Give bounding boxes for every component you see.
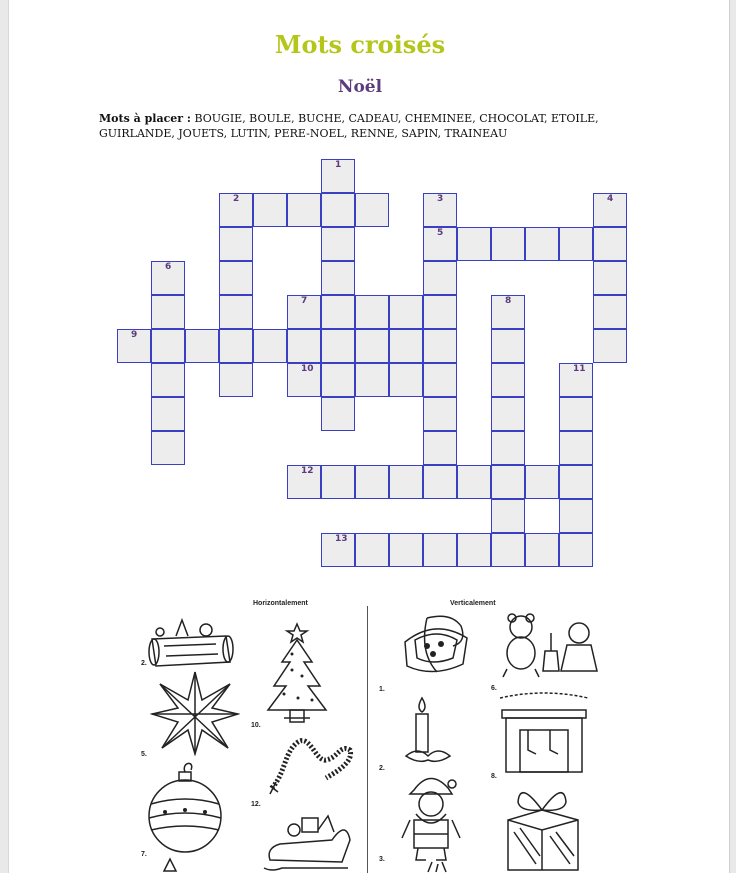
grid-cell[interactable] [389,465,423,499]
toys-icon [497,611,607,683]
grid-cell[interactable] [423,533,457,567]
clue-number: 7 [301,296,308,306]
clue-label: 2. [379,765,385,772]
clue-number: 3 [437,194,444,204]
grid-cell[interactable] [559,465,593,499]
fireplace-icon [498,690,590,776]
clue-label: 5. [141,751,147,758]
clue-label: 6. [491,685,497,692]
clue-number: 12 [301,466,314,476]
grid-cell[interactable] [151,329,185,363]
grid-cell[interactable] [423,295,457,329]
grid-cell[interactable] [593,227,627,261]
star-icon [150,670,240,756]
grid-cell[interactable] [491,533,525,567]
grid-cell[interactable] [389,329,423,363]
clue-number: 8 [505,296,512,306]
grid-cell[interactable] [389,533,423,567]
grid-cell[interactable] [559,533,593,567]
grid-cell[interactable] [457,533,491,567]
grid-cell[interactable] [559,431,593,465]
clue-number: 5 [437,228,444,238]
grid-cell[interactable] [321,329,355,363]
word-list-label: Mots à placer : [99,112,191,125]
grid-cell[interactable] [151,363,185,397]
grid-cell[interactable] [593,295,627,329]
grid-cell[interactable] [389,363,423,397]
grid-cell[interactable] [559,397,593,431]
clue-label: 7. [141,851,147,858]
garland-icon [266,732,356,802]
grid-cell[interactable] [491,363,525,397]
grid-cell[interactable] [491,499,525,533]
grid-cell[interactable] [219,261,253,295]
clue-label: 3. [379,856,385,863]
grid-cell[interactable] [321,193,355,227]
clue-label: 1. [379,686,385,693]
grid-cell[interactable] [151,295,185,329]
grid-cell[interactable] [525,227,559,261]
grid-cell[interactable] [457,227,491,261]
column-divider [367,606,368,873]
clue-number: 13 [335,534,348,544]
grid-cell[interactable] [525,533,559,567]
grid-cell[interactable] [355,193,389,227]
grid-cell[interactable] [423,431,457,465]
word-list-values: BOUGIE, BOULE, BUCHE, CADEAU, CHEMINEE, CHOCOLAT, ETOILE, GUIRLANDE, JOUETS, LUTIN, PERE-NOEL, RENNE, SAPIN, TRAINEAU [99,112,599,140]
clue-label: 2. [141,660,147,667]
grid-cell[interactable] [355,465,389,499]
chocolate-box-icon [397,612,475,682]
grid-cell[interactable] [593,261,627,295]
grid-cell[interactable] [423,329,457,363]
grid-cell[interactable] [491,431,525,465]
grid-cell[interactable] [491,397,525,431]
gift-icon [500,780,584,873]
grid-cell[interactable] [355,295,389,329]
grid-cell[interactable] [423,397,457,431]
clue-number: 2 [233,194,240,204]
grid-cell[interactable] [491,329,525,363]
grid-cell[interactable] [219,295,253,329]
santa-icon [396,768,466,864]
page-subtitle: Noël [337,77,383,97]
clue-number: 10 [301,364,314,374]
grid-cell[interactable] [321,227,355,261]
grid-cell[interactable] [423,261,457,295]
grid-cell[interactable] [491,465,525,499]
grid-cell[interactable] [559,227,593,261]
bauble-icon [145,758,225,858]
grid-cell[interactable] [219,329,253,363]
clue-label: 8. [491,773,497,780]
clue-label: 10. [251,722,261,729]
grid-cell[interactable] [151,397,185,431]
grid-cell[interactable] [253,193,287,227]
grid-cell[interactable] [321,465,355,499]
grid-cell[interactable] [389,295,423,329]
grid-cell[interactable] [253,329,287,363]
yule-log-icon [146,614,236,669]
grid-cell[interactable] [185,329,219,363]
clue-number: 6 [165,262,172,272]
bell-icon [160,855,190,873]
grid-cell[interactable] [593,329,627,363]
horizontal-title: Horizontalement [253,600,308,607]
grid-cell[interactable] [151,431,185,465]
vertical-title: Verticalement [450,600,496,607]
grid-cell[interactable] [355,533,389,567]
grid-cell[interactable] [423,465,457,499]
clue-number: 4 [607,194,614,204]
grid-cell[interactable] [287,329,321,363]
clue-number: 1 [335,160,342,170]
deer-icon [424,860,454,873]
grid-cell[interactable] [491,227,525,261]
grid-cell[interactable] [287,193,321,227]
clue-number: 11 [573,364,586,374]
grid-cell[interactable] [457,465,491,499]
clue-number: 9 [131,330,138,340]
grid-cell[interactable] [219,227,253,261]
grid-cell[interactable] [321,363,355,397]
grid-cell[interactable] [321,261,355,295]
grid-cell[interactable] [525,465,559,499]
grid-cell[interactable] [321,295,355,329]
grid-cell[interactable] [355,363,389,397]
word-list [99,111,619,141]
grid-cell[interactable] [355,329,389,363]
grid-cell[interactable] [219,363,253,397]
grid-cell[interactable] [321,397,355,431]
sleigh-icon [262,810,357,873]
grid-cell[interactable] [559,499,593,533]
candle-icon [404,694,452,766]
page-title: Mots croisés [274,30,446,59]
clue-label: 12. [251,801,261,808]
christmas-tree-icon [262,620,332,728]
grid-cell[interactable] [423,363,457,397]
